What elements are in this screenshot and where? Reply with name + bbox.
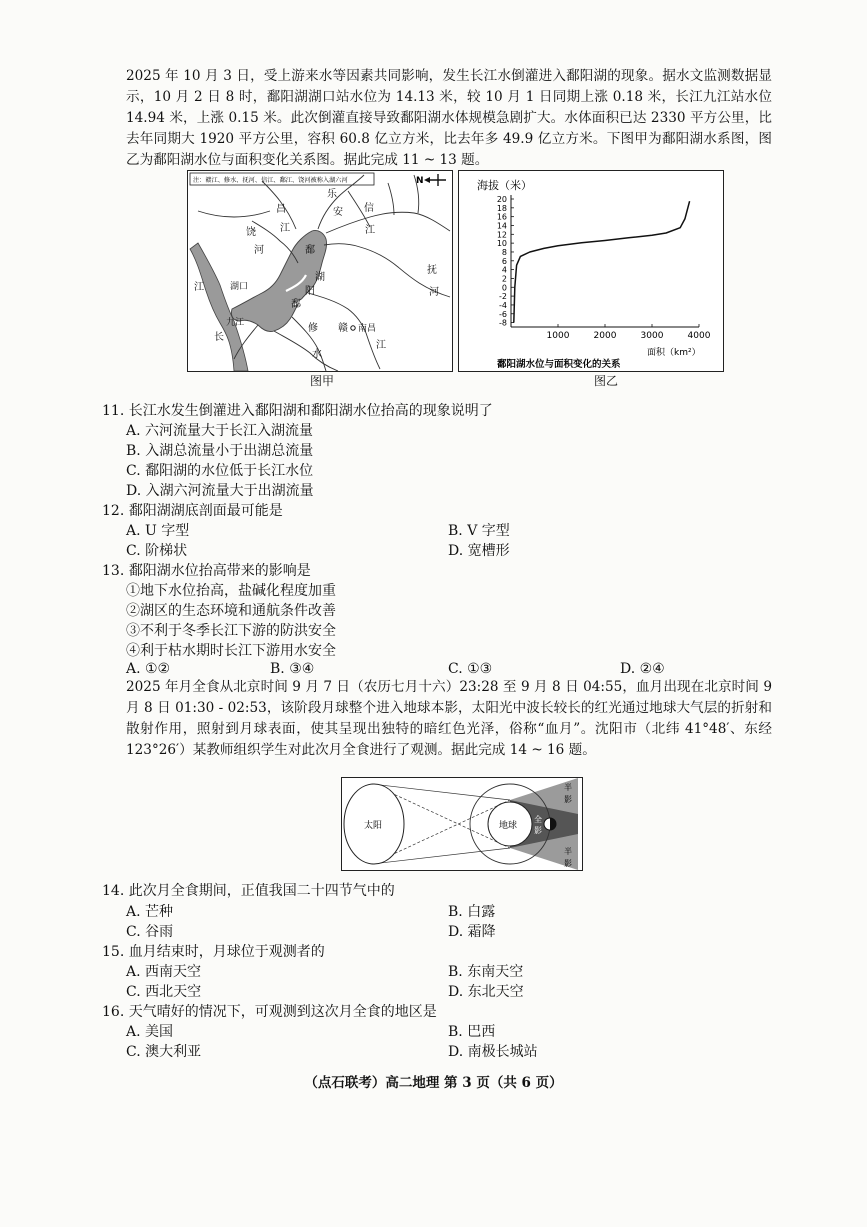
q13-statement-3: ③不利于冬季长江下游的防洪安全 [126, 623, 336, 639]
x-tick-label: 2000 [593, 331, 617, 341]
q12-stem: 12. 鄱阳湖湖底剖面最可能是 [102, 503, 283, 519]
y-tick-label: 8 [501, 247, 507, 257]
map-label-nanchang: 南昌 [358, 324, 377, 334]
map-label-po2: 鄱 [291, 299, 301, 310]
q15-option-c[interactable]: C. 西北天空 [126, 984, 202, 1000]
nanchang-marker-icon [351, 326, 355, 330]
map-label-xin: 信 [364, 203, 374, 214]
chart-ylabel: 海拔（米） [477, 179, 532, 192]
q13-stem: 13. 鄱阳湖水位抬高带来的影响是 [102, 563, 311, 579]
q13-option-a[interactable]: A. ①② [126, 661, 171, 677]
q16-option-a[interactable]: A. 美国 [126, 1024, 174, 1040]
sun-label: 太阳 [364, 821, 383, 831]
level-area-chart [459, 171, 723, 371]
map-label-le: 乐 [327, 189, 337, 200]
intro-paragraph-2: 2025 年月全食从北京时间 9 月 7 日（农历七月十六）23:28 至 9 月 8 日 04:55，血月出现在北京时间 9 月 8 日 01:30 - 02:53，该阶段月球整个进入地球本影，太阳光中波长较长的红光通过地球大气层的折射和散射作用，照射到月球表面，使其呈现出独特的暗红色光泽，俗称“血月”。沈阳市（北纬 41°48′、东经 123°26′）某教师组织学生对此次月全食进行了观测。据此完成 14 ~ 16 题。 [126, 679, 772, 758]
map-note: 注：赣江、修水、抚河、信江、鄱江、饶河被称入湖六河 [193, 177, 348, 184]
map-label-shui: 水 [312, 349, 322, 360]
q15-option-a[interactable]: A. 西南天空 [126, 964, 202, 980]
map-label-yang: 阳 [305, 286, 315, 297]
q13-statement-1: ①地下水位抬高，盐碱化程度加重 [126, 583, 336, 599]
q16-option-b[interactable]: B. 巴西 [448, 1024, 496, 1040]
y-tick-label: 4 [501, 265, 507, 275]
q13-statement-2: ②湖区的生态环境和通航条件改善 [126, 603, 336, 619]
map-label-jiang4: 江 [376, 340, 386, 351]
penumbra-top-label-2: 影 [564, 795, 572, 804]
x-tick-label: 4000 [687, 331, 711, 341]
q11-option-b[interactable]: B. 入湖总流量小于出湖总流量 [126, 443, 314, 459]
map-label-jiujiang: 九江 [226, 318, 245, 328]
q15-option-d[interactable]: D. 东北天空 [448, 984, 524, 1000]
y-tick-label: 6 [501, 256, 507, 266]
q13-option-d[interactable]: D. ②④ [620, 661, 665, 677]
chart-axes [511, 195, 699, 327]
q13-option-b[interactable]: B. ③④ [270, 661, 315, 677]
page-footer: （点石联考）高二地理 第 3 页（共 6 页） [304, 1075, 563, 1091]
map-label-chang1: 昌 [276, 204, 286, 215]
map-label-jiang2: 江 [365, 225, 375, 236]
y-tick-label: 12 [496, 230, 507, 240]
x-tick-label: 1000 [546, 331, 570, 341]
q12-option-b[interactable]: B. V 字型 [448, 523, 510, 539]
q11-option-a[interactable]: A. 六河流量大于长江入湖流量 [126, 423, 314, 439]
q16-option-d[interactable]: D. 南极长城站 [448, 1044, 538, 1060]
map-label-rao: 饶 [246, 227, 256, 238]
q16-stem: 16. 天气晴好的情况下，可观测到这次月全食的地区是 [102, 1004, 437, 1020]
y-tick-label: -8 [499, 318, 507, 328]
y-tick-label: -6 [499, 309, 507, 319]
figure-a-map [187, 170, 453, 372]
y-tick-label: 18 [496, 203, 507, 213]
lake-map-svg [188, 171, 452, 371]
q12-option-c[interactable]: C. 阶梯状 [126, 543, 188, 559]
map-label-he2: 河 [429, 287, 439, 298]
map-label-po1: 鄱 [305, 245, 315, 256]
y-tick-label: -2 [499, 292, 507, 302]
q16-option-c[interactable]: C. 澳大利亚 [126, 1044, 202, 1060]
q11-option-d[interactable]: D. 入湖六河流量大于出湖流量 [126, 483, 314, 499]
penumbra-bottom-label-2: 影 [564, 859, 572, 868]
y-tick-label: 14 [496, 221, 507, 231]
q14-option-a[interactable]: A. 芒种 [126, 904, 174, 920]
map-label-jiang1: 江 [280, 223, 290, 234]
map-label-fu: 抚 [427, 265, 437, 276]
q14-option-c[interactable]: C. 谷雨 [126, 924, 174, 940]
umbra-label-1: 全 [534, 815, 542, 824]
map-label-he1: 河 [254, 245, 264, 256]
map-label-gan: 赣 [338, 323, 348, 334]
figure-a-caption: 图甲 [310, 374, 335, 388]
moon-icon [544, 818, 556, 830]
y-tick-label: 0 [501, 283, 507, 293]
north-label: N [416, 176, 424, 186]
penumbra-bottom-label-1: 半 [564, 847, 572, 856]
y-tick-label: 20 [496, 195, 507, 204]
q14-stem: 14. 此次月全食期间，正值我国二十四节气中的 [102, 883, 395, 899]
earth-label: 地球 [499, 821, 518, 831]
map-label-chang2: 长 [214, 332, 224, 343]
map-label-hu: 湖 [315, 272, 325, 283]
map-label-jiang3: 江 [194, 282, 204, 293]
figure-b-caption: 图乙 [594, 374, 619, 388]
q15-stem: 15. 血月结束时，月球位于观测者的 [102, 944, 325, 960]
penumbra-top-label-1: 半 [564, 783, 572, 792]
map-label-an: 安 [333, 207, 343, 218]
q11-stem: 11. 长江水发生倒灌进入鄱阳湖和鄱阳湖水位抬高的现象说明了 [102, 403, 493, 419]
level-area-curve [514, 201, 690, 322]
y-tick-label: 10 [496, 239, 507, 249]
x-tick-label: 3000 [640, 331, 664, 341]
q11-option-c[interactable]: C. 鄱阳湖的水位低于长江水位 [126, 463, 314, 479]
q13-option-c[interactable]: C. ①③ [448, 661, 493, 677]
q12-option-d[interactable]: D. 宽槽形 [448, 543, 510, 559]
chart-series [514, 201, 690, 322]
q13-statement-4: ④利于枯水期时长江下游用水安全 [126, 643, 336, 659]
map-label-xiu: 修 [308, 323, 318, 334]
eclipse-diagram [341, 777, 583, 871]
chart-xlabel: 面积（km²） [647, 348, 701, 358]
map-label-hukou: 湖口 [230, 282, 249, 292]
y-tick-label: -4 [499, 300, 507, 310]
q14-option-d[interactable]: D. 霜降 [448, 924, 496, 940]
eclipse-svg [342, 778, 582, 870]
umbra-label-2: 影 [534, 826, 542, 835]
chart-ticks [497, 195, 711, 341]
north-arrow-icon [424, 174, 446, 186]
y-tick-label: 16 [496, 212, 507, 222]
q12-option-a[interactable]: A. U 字型 [126, 523, 190, 539]
y-tick-label: 2 [501, 274, 507, 284]
figure-b-chart [458, 170, 724, 372]
chart-title: 鄱阳湖水位与面积变化的关系 [497, 359, 621, 370]
q15-option-b[interactable]: B. 东南天空 [448, 964, 524, 980]
q14-option-b[interactable]: B. 白露 [448, 904, 496, 920]
intro-paragraph-1: 2025 年 10 月 3 日，受上游来水等因素共同影响，发生长江水倒灌进入鄱阳湖的现象。据水文监测数据显示，10 月 2 日 8 时，鄱阳湖湖口站水位为 14.13 米，较 10 月 1 日同期上涨 0.18 米，长江九江站水位 14.94 米，上涨 0.15 米。此次倒灌直接导致鄱阳湖水体规模急剧扩大。水体面积已达 2330 平方公里，比去年同期大 1920 平方公里，容积 60.8 亿立方米，比去年多 49.9 亿立方米。下图甲为鄱阳湖水系图，图乙为鄱阳湖水位与面积变化关系图。据此完成 11 ~ 13 题。 [126, 68, 772, 168]
